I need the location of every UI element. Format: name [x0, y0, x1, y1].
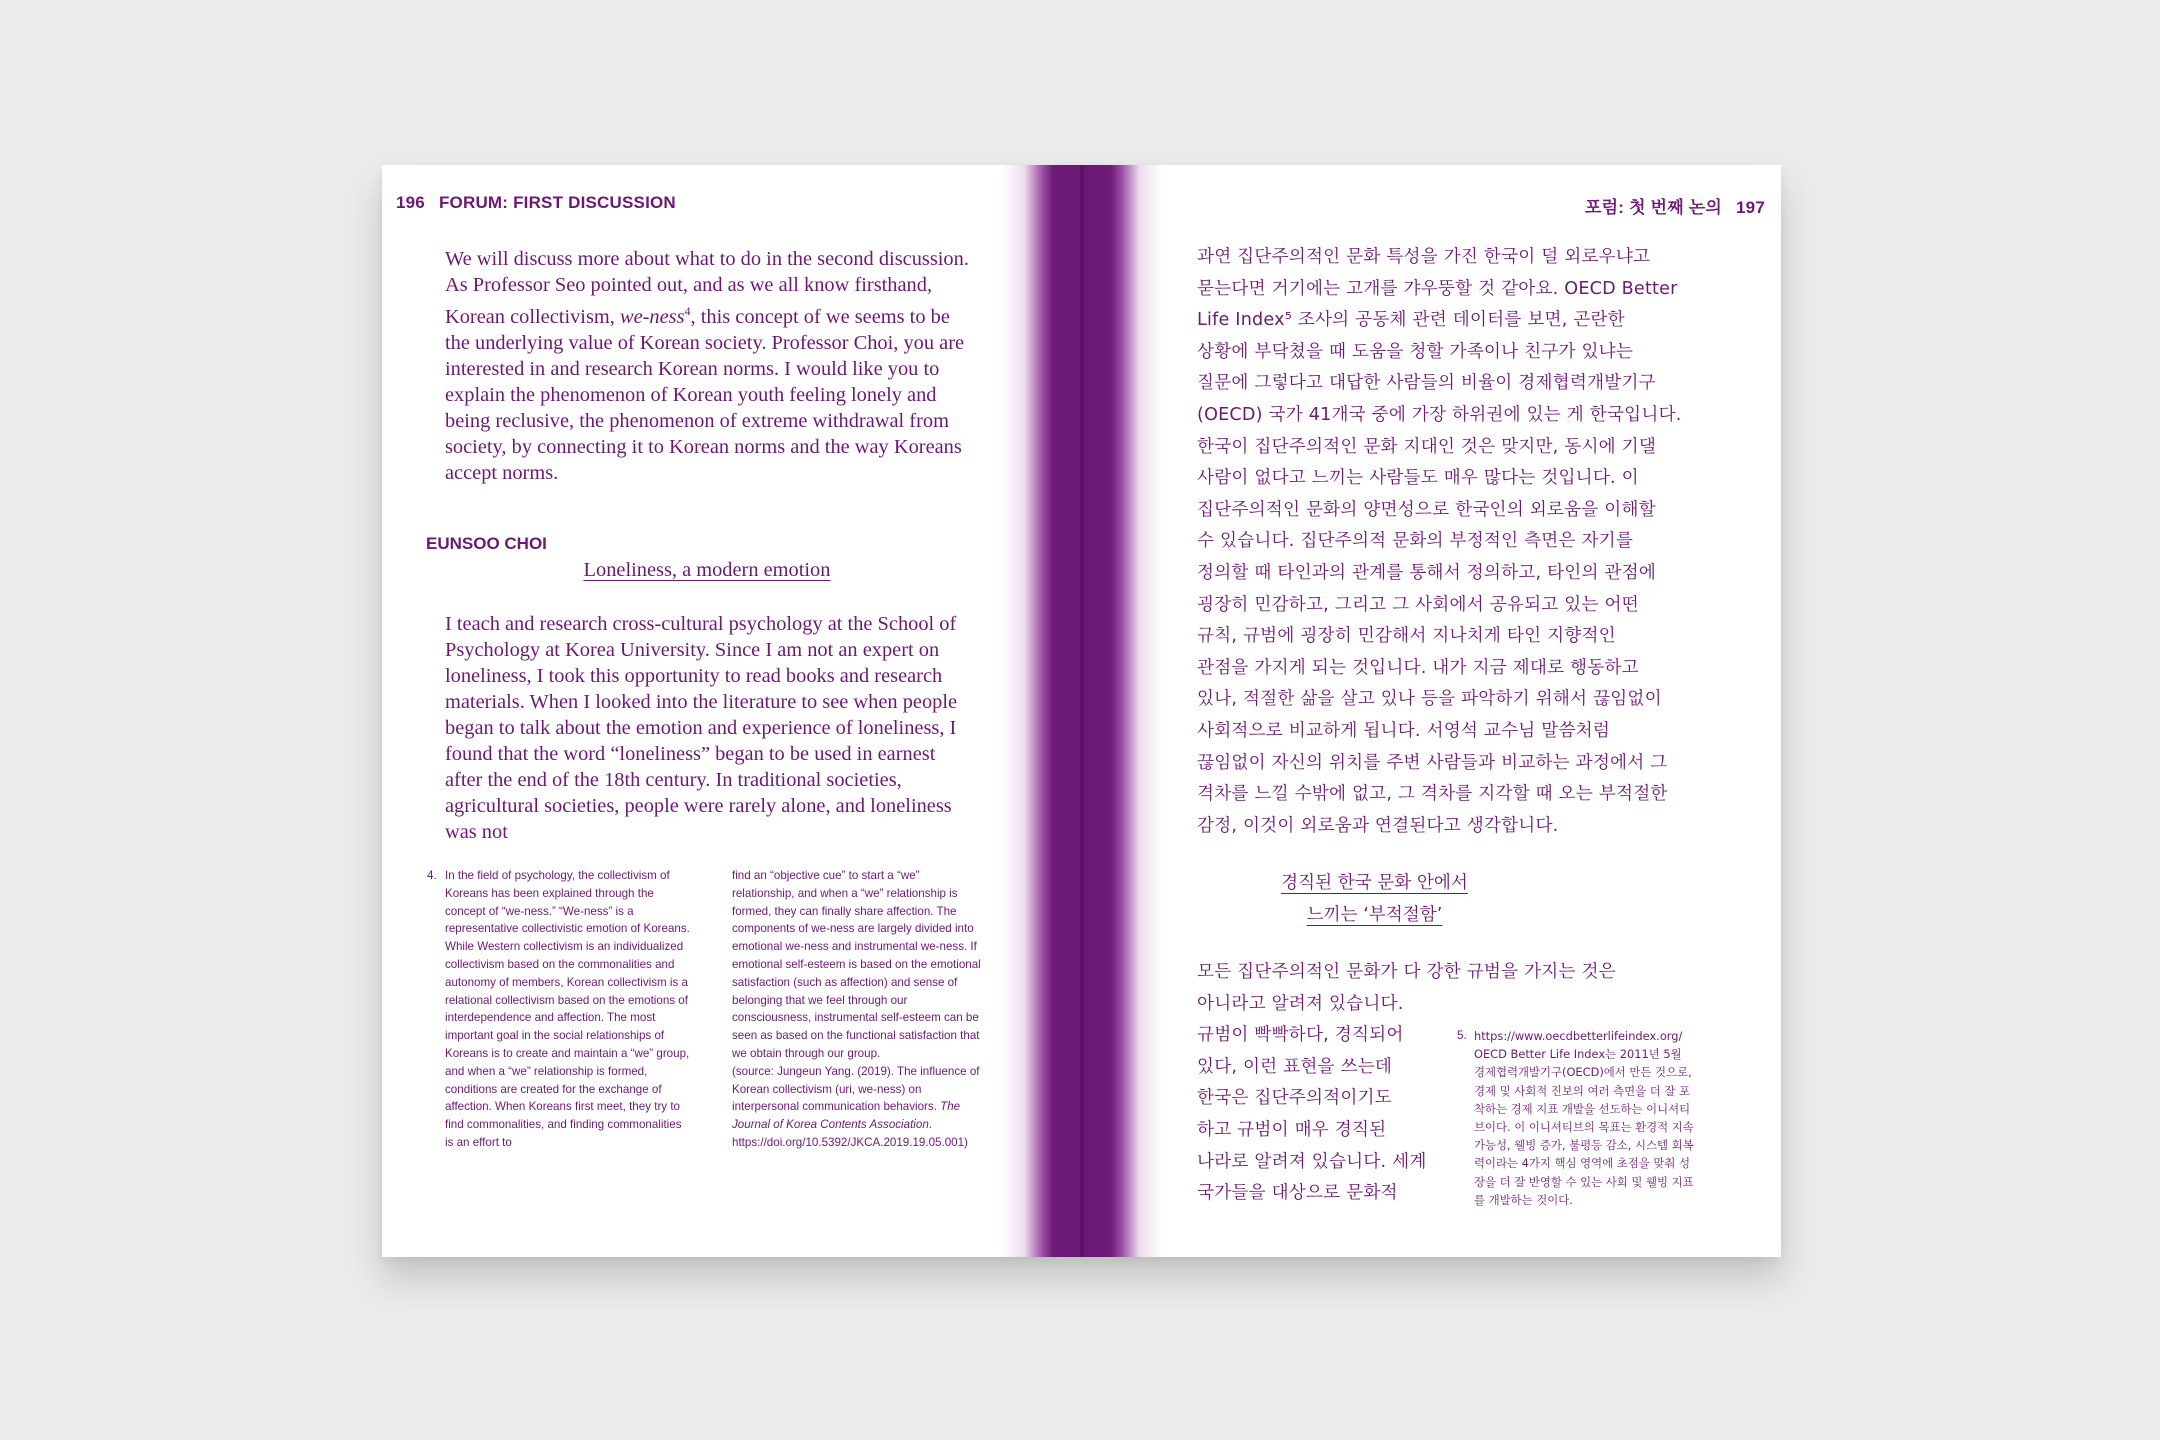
second-paragraph-text: I teach and research cross-cultural psychology at the School of Psychology at Korea University. Since I am not an expert on loneliness, I took this opportunity to read books and research materials. When I looked into the literature to see when people began to talk about the emotion and experience of loneliness, I found that the word “loneliness” began to be used in earnest after the end of the 18th century. In traditional societies, agricultural societies, people were rarely alone, and loneliness was not: [445, 613, 958, 843]
korean-line: 과연 집단주의적인 문화 특성을 가진 한국이 덜 외로우냐고: [1197, 247, 1651, 267]
korean-section-title-line1: 경직된 한국 문화 안에서: [1281, 873, 1468, 893]
korean-line: 한국은 집단주의적이기도: [1197, 1088, 1392, 1109]
korean-line: 나라로 알려져 있습니다. 세계: [1197, 1151, 1427, 1172]
footnote-4-doi[interactable]: . https://doi.org/10.5392/JKCA.2019.19.05.001): [732, 1118, 968, 1149]
korean-line: 하고 규범이 매우 경직된: [1197, 1119, 1387, 1140]
korean-line: 한국이 집단주의적인 문화 지대인 것은 맞지만, 동시에 기댈: [1197, 436, 1657, 457]
intro-text-end: , this concept of we seems to be the underlying value of Korean society. Professor Choi, you are interested in and research Korean norms. I would like you to explain the phenomenon of Korean youth feeling lonely and being reclusive, the phenomenon of extreme withdrawal from society, by connecting it to Korean norms and the way Koreans accept norms.: [445, 305, 965, 484]
right-page-number: 197: [1736, 198, 1765, 217]
korean-section-title: [1192, 868, 1557, 931]
korean-line: 상황에 부닥쳤을 때 도움을 청할 가족이나 친구가 있냐는: [1197, 341, 1634, 362]
korean-line: 아니라고 알려져 있습니다.: [1197, 993, 1404, 1014]
korean-section-title-line2: 느끼는 ‘부적절함’: [1306, 904, 1443, 925]
footnote-4-col1: In the field of psychology, the collectivism of Koreans has been explained through the concept of “we-ness.” “We-ness” is a representative collectivistic emotion of Koreans. While Western collectivism is an individualized collectivism based on the commonalities and autonomy of members, Korean collectivism is a relational collectivism based on the emotions of interdependence and affection. The most important goal in the social relationships of Koreans is to create and maintain a “we” group, and when a “we” relationship is formed, conditions are created for the exchange of affection. When Koreans first meet, they try to find commonalities, and finding commonalities is an effort to: [445, 869, 690, 1149]
korean-line: 집단주의적인 문화의 양면성으로 한국인의 외로움을 이해할: [1197, 499, 1656, 520]
korean-line: 사회적으로 비교하게 됩니다. 서영석 교수님 말씀처럼: [1197, 720, 1611, 741]
korean-line: 국가들을 대상으로 문화적: [1197, 1183, 1398, 1204]
footnote-ref-4[interactable]: 4: [684, 304, 691, 318]
korean-line: 모든 집단주의적인 문화가 다 강한 규범을 가지는 것은: [1197, 962, 1616, 982]
korean-line: 질문에 그렇다고 대답한 사람들의 비율이 경제협력개발기구: [1197, 373, 1656, 394]
footnote-4-source: (source: Jungeun Yang. (2019). The influence of Korean collectivism (uri, we-ness) on interpersonal communication behaviors.: [732, 1064, 980, 1114]
korean-line: 사람이 없다고 느끼는 사람들도 매우 많다는 것입니다. 이: [1197, 468, 1639, 489]
korean-line: 수 있습니다. 집단주의적 문화의 부정적인 측면은 자기를: [1197, 531, 1634, 552]
korean-line: 규범이 빡빡하다, 경직되어: [1197, 1025, 1404, 1046]
second-paragraph: [445, 611, 969, 845]
right-running-head: [1585, 193, 1765, 218]
book-spread: [382, 165, 1781, 1257]
book-gutter: [1002, 165, 1162, 1257]
footnote-4-col2-text: find an “objective cue” to start a “we” relationship, and when a “we” relationship is formed, they can finally share affection. The components of we-ness are largely divided into emotional we-ness and instrumental we-ness. If emotional self-esteem is based on the emotional satisfaction (such as affection) and sense of belonging that we feel through our consciousness, instrumental self-esteem can be seen as based on the functional satisfaction that we obtain through our group.: [732, 869, 981, 1060]
section-title-loneliness: Loneliness, a modern emotion: [583, 559, 831, 581]
footnote-4-journal: The Journal of Korea Contents Association: [732, 1100, 961, 1132]
right-running-title: 포럼: 첫 번째 논의: [1585, 198, 1723, 217]
korean-line: 정의할 때 타인과의 관계를 통해서 정의하고, 타인의 관점에: [1197, 562, 1657, 583]
intro-paragraph: [445, 246, 969, 486]
korean-line: 감정, 이것이 외로움과 연결된다고 생각합니다.: [1197, 815, 1559, 836]
korean-line: 격차를 느낄 수밖에 없고, 그 격차를 지각할 때 오는 부적절한: [1197, 784, 1668, 805]
speaker-name: EUNSOO CHOI: [426, 534, 547, 553]
korean-line: Life Index⁵ 조사의 공동체 관련 데이터를 보면, 곤란한: [1197, 310, 1625, 331]
korean-line: 관점을 가지게 되는 것입니다. 내가 지금 제대로 행동하고: [1197, 657, 1639, 678]
korean-line: (OECD) 국가 41개국 중에 가장 하위권에 있는 게 한국입니다.: [1197, 404, 1682, 425]
left-running-head: [396, 193, 690, 213]
left-page-number: 196: [396, 193, 425, 212]
korean-line: 있나, 적절한 삶을 살고 있나 등을 파악하기 위해서 끊임없이: [1197, 689, 1662, 710]
spine-fold: [1080, 165, 1084, 1257]
we-ness-term: we-ness: [619, 305, 685, 328]
footnote-5-number: 5.: [1457, 1029, 1467, 1042]
left-running-title: FORUM: FIRST DISCUSSION: [438, 193, 676, 212]
korean-line: 규칙, 규범에 굉장히 민감해서 지나치게 타인 지향적인: [1197, 626, 1616, 647]
intro-text-start: We will discuss more about what to do in the second discussion. As Professor Seo pointed out, and as we all know firsthand, Korean collectivism,: [445, 248, 969, 328]
korean-line: 끊임없이 자신의 위치를 주변 사람들과 비교하는 과정에서 그: [1197, 752, 1668, 773]
korean-line: 묻는다면 거기에는 고개를 갸우뚱할 것 같아요. OECD Better: [1197, 278, 1678, 299]
footnote-4-number: 4.: [427, 869, 437, 882]
korean-line: 굉장히 민감하고, 그리고 그 사회에서 공유되고 있는 어떤: [1197, 594, 1639, 615]
footnote-4-col2: [732, 867, 981, 1152]
footnote-5-text: https://www.oecdbetterlifeindex.org/ OECD Better Life Index는 2011년 5월 경제협력개발기구(OECD)에서 만든 것으로, 경제 및 사회적 진보의 여러 측면을 더 잘 포착하는 경제 지표 개발을 선도하는 이니셔티브이다. 이 이니셔티브의 목표는 환경적 지속 가능성, 웰빙 증가, 불평등 감소, 시스템 회복력이라는 4가지 핵심 영역에 초점을 맞춰 성장을 더 잘 반영할 수 있는 사회 및 웰빙 지표를 개발하는 것이다.: [1474, 1029, 1694, 1207]
korean-body: [1197, 242, 1682, 842]
korean-line: 있다, 이런 표현을 쓰는데: [1197, 1056, 1393, 1077]
